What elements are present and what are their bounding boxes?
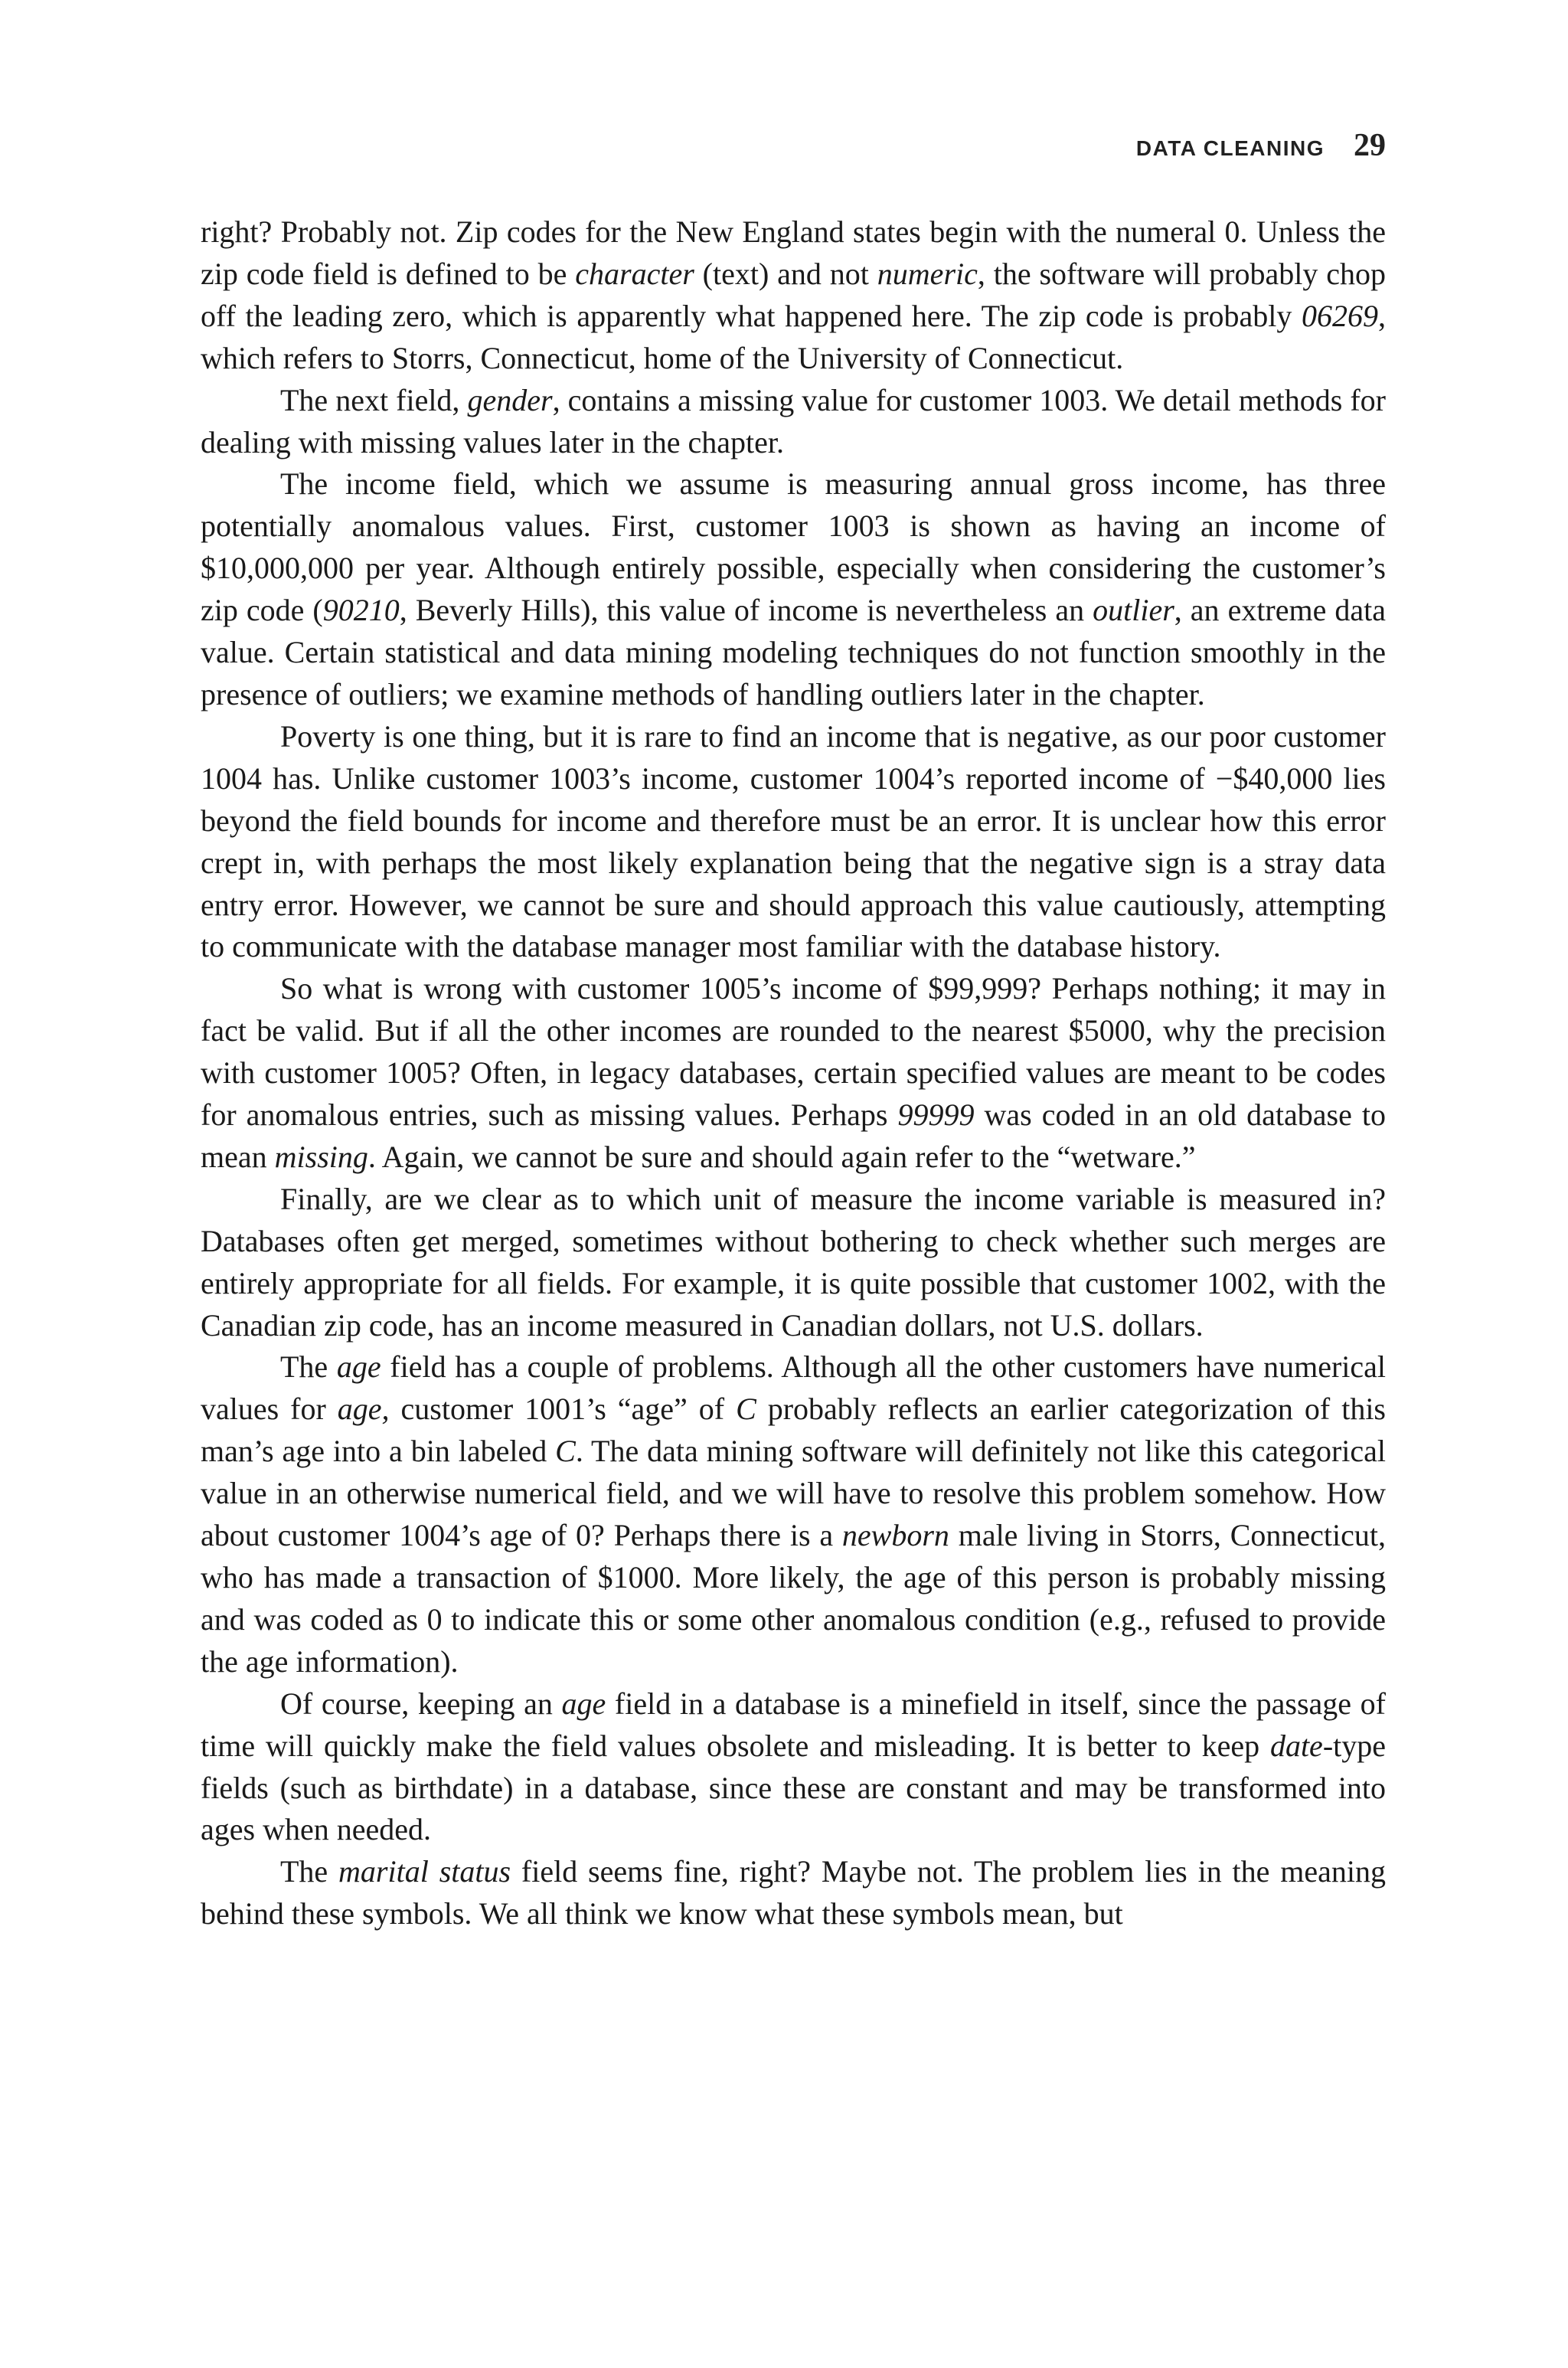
- italic-term: newborn: [841, 1518, 949, 1553]
- text-segment: , which refers to Storrs, Connecticut, home of the University of Connecticut.: [201, 298, 1386, 375]
- italic-term: gender: [467, 382, 553, 417]
- italic-term: age: [336, 1349, 381, 1385]
- italic-term: C: [736, 1392, 756, 1427]
- text-segment: male living in Storrs, Connecticut, who has made a transaction of $1000. More likely, the age of this person is probably missing and was coded as 0 to indicate this or some other anomalous condition (e.g., refused to provide the age information).: [201, 1518, 1386, 1679]
- page-number: 29: [1354, 128, 1386, 163]
- text-segment: The: [280, 1854, 339, 1889]
- paragraph-5: [201, 968, 1386, 1179]
- paragraph-1: [201, 211, 1386, 380]
- paragraph-3: [201, 463, 1386, 715]
- text-segment: field has a couple of problems. Although all the other customers have numerical values for: [201, 1349, 1386, 1427]
- italic-term: missing: [274, 1139, 368, 1174]
- text-segment: The next field,: [280, 382, 468, 417]
- paragraph-2: [201, 380, 1386, 464]
- italic-term: 06269: [1302, 298, 1378, 333]
- text-segment: (text) and not: [694, 256, 877, 291]
- italic-term: numeric: [877, 256, 978, 291]
- text-segment: probably reflects an earlier categorization of this man’s age into a bin labeled: [201, 1392, 1387, 1469]
- text-segment: , Beverly Hills), this value of income is nevertheless an: [399, 593, 1093, 628]
- text-segment: field seems fine, right? Maybe not. The problem lies in the meaning behind these symbols. We all think we know what these symbols mean, but: [201, 1854, 1387, 1931]
- italic-term: marital status: [338, 1854, 511, 1889]
- page-header: [201, 127, 1386, 173]
- italic-term: 99999: [897, 1097, 975, 1133]
- paragraph-7: [201, 1346, 1386, 1683]
- paragraph-6: [201, 1179, 1386, 1347]
- text-segment: was coded in an old database to mean: [201, 1097, 1386, 1174]
- running-head: DATA CLEANING: [1135, 136, 1325, 160]
- text-segment: -type fields (such as birthdate) in a database, since these are constant and may be transformed into ages when needed.: [201, 1728, 1386, 1847]
- text-segment: right? Probably not. Zip codes for the New England states begin with the numeral 0. Unless the zip code field is defined to be: [201, 214, 1386, 291]
- text-segment: , contains a missing value for customer 1003. We detail methods for dealing with missing values later in the chapter.: [201, 382, 1387, 460]
- italic-term: C: [555, 1434, 576, 1469]
- italic-term: age,: [337, 1392, 390, 1427]
- text-segment: . The data mining software will definitely not like this categorical value in an otherwise numerical field, and we will have to resolve this problem somehow. How about customer 1004’s age of 0? Perhaps there is a: [201, 1434, 1386, 1553]
- text-segment: The: [280, 1349, 337, 1385]
- paragraph-4: [201, 716, 1386, 968]
- italic-term: date: [1269, 1728, 1323, 1763]
- italic-term: 90210: [322, 593, 400, 628]
- text-segment: , the software will probably chop off the leading zero, which is apparently what happened here. The zip code is probably: [201, 256, 1386, 333]
- text-segment: . Again, we cannot be sure and should again refer to the “wetware.”: [368, 1139, 1196, 1174]
- text-segment: Finally, are we clear as to which unit of measure the income variable is measured in? Databases often get merged, sometimes without bothering to check whether such merges are entirely appropriate for all fields. For example, it is quite possible that customer 1002, with the Canadian zip code, has an income measured in Canadian dollars, not U.S. dollars.: [201, 1181, 1386, 1343]
- text-segment: customer 1001’s “age” of: [389, 1392, 737, 1427]
- body-text: [201, 211, 1386, 1935]
- paragraph-9: [201, 1851, 1386, 1935]
- text-segment: The income field, which we assume is measuring annual gross income, has three potentially anomalous values. First, customer 1003 is shown as having an income of $10,000,000 per year. Although entirely possible, especially when considering the customer’s zip code (: [201, 466, 1386, 628]
- text-segment: field in a database is a minefield in itself, since the passage of time will quickly make the field values obsolete and misleading. It is better to keep: [201, 1686, 1386, 1763]
- italic-term: character: [575, 256, 694, 291]
- paragraph-8: [201, 1683, 1386, 1852]
- text-segment: , an extreme data value. Certain statistical and data mining modeling techniques do not function smoothly in the presence of outliers; we examine methods of handling outliers later in the chapter.: [201, 593, 1386, 711]
- italic-term: age: [561, 1686, 606, 1721]
- text-segment: Of course, keeping an: [280, 1686, 562, 1721]
- text-segment: So what is wrong with customer 1005’s income of $99,999? Perhaps nothing; it may in fact be valid. But if all the other incomes are rounded to the nearest $5000, why the precision with customer 1005? Often, in legacy databases, certain specified values are meant to be codes for anomalous entries, such as missing values. Perhaps: [201, 971, 1386, 1133]
- text-segment: Poverty is one thing, but it is rare to find an income that is negative, as our poor customer 1004 has. Unlike customer 1003’s income, customer 1004’s reported income of −$40,000 lies beyond the field bounds for income and therefore must be an error. It is unclear how this error crept in, with perhaps the most likely explanation being that the negative sign is a stray data entry error. However, we cannot be sure and should approach this value cautiously, attempting to communicate with the database manager most familiar with the database history.: [201, 718, 1386, 964]
- italic-term: outlier: [1093, 593, 1174, 628]
